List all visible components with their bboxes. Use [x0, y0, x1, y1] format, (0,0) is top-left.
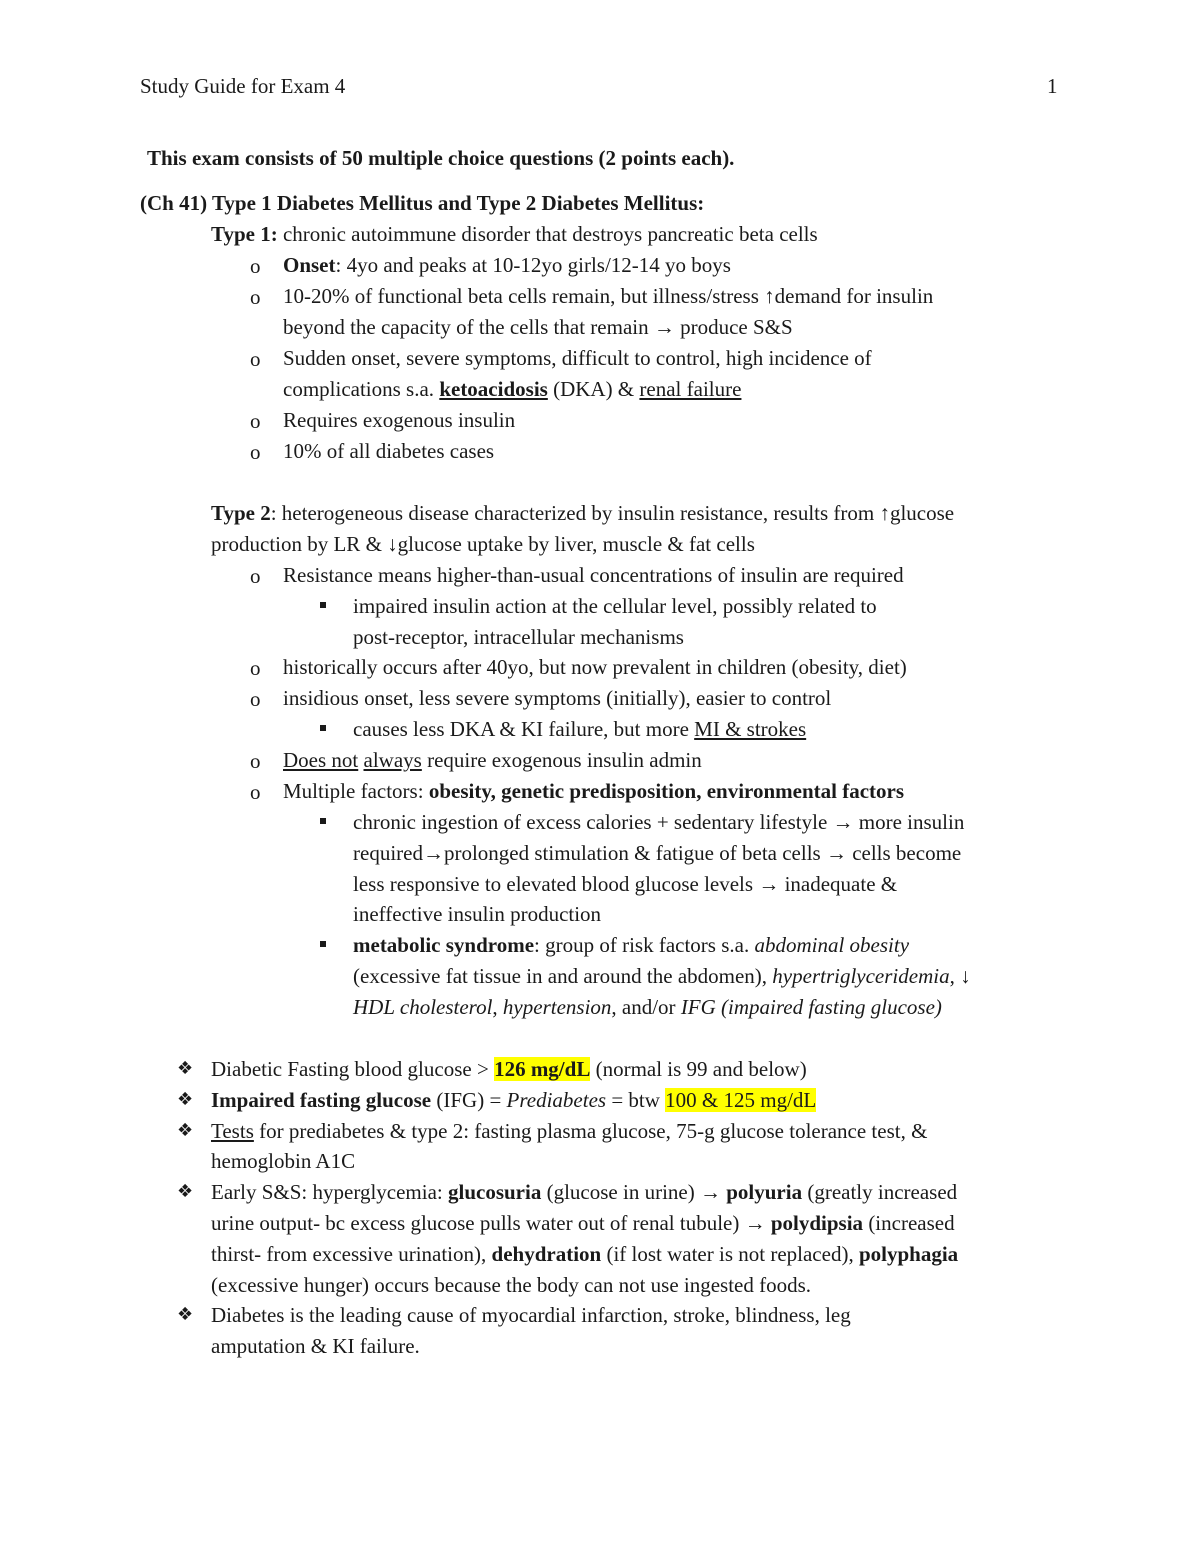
bullet-tests-line1 [211, 1118, 927, 1144]
circle-marker: o [250, 564, 261, 588]
hypertension-term: hypertension [502, 995, 612, 1019]
fbg-normal: (normal is 99 and below) [590, 1057, 807, 1081]
page-number: 1 [1047, 74, 1058, 98]
type1-exogenous: Requires exogenous insulin [283, 408, 516, 432]
diamond-bullet-icon: ❖ [177, 1304, 194, 1325]
ketoacidosis-term: ketoacidosis [439, 377, 548, 401]
complications-text: complications s.a. [283, 377, 440, 401]
glucosuria-term: glucosuria [448, 1180, 542, 1204]
diamond-bullet-icon: ❖ [177, 1089, 194, 1110]
abdominal-obesity-term: abdominal obesity [754, 933, 910, 957]
comma: , [492, 995, 503, 1019]
type1-definition [211, 221, 818, 247]
type1-onset [283, 252, 731, 278]
early-text: urine output- bc excess glucose pulls water out of renal tubule) → [211, 1211, 771, 1235]
type2-historically: historically occurs after 40yo, but now prevalent in children (obesity, diet) [283, 655, 907, 679]
metabolic-syndrome-term: metabolic syndrome [353, 933, 535, 957]
type1-label: Type 1: [211, 222, 278, 246]
type2-chronic-line4: ineffective insulin production [353, 902, 602, 926]
type2-definition-line1 [211, 500, 954, 526]
circle-marker: o [250, 440, 261, 464]
bullet-early-line2 [211, 1210, 955, 1236]
square-bullet [320, 818, 326, 824]
prediabetes-term: Prediabetes [506, 1088, 607, 1112]
bullet-early-line4: (excessive hunger) occurs because the body can not use ingested foods. [211, 1273, 812, 1297]
type2-does-not [283, 747, 702, 773]
running-head: Study Guide for Exam 4 [140, 74, 346, 98]
tests-term: Tests [211, 1119, 254, 1143]
does-not-term: Does not [283, 748, 359, 772]
fbg-text: Diabetic Fasting blood glucose > [211, 1057, 495, 1081]
ifg-text: (IFG) = [431, 1088, 507, 1112]
type2-metabolic-line2 [353, 963, 971, 989]
type1-sudden-line2 [283, 376, 741, 402]
type2-impaired-line1: impaired insulin action at the cellular level, possibly related to [353, 594, 877, 618]
polyphagia-term: polyphagia [858, 1242, 959, 1266]
type1-sudden-line1: Sudden onset, severe symptoms, difficult to control, high incidence of [283, 346, 872, 370]
type2-chronic-line3: less responsive to elevated blood glucose levels → inadequate & [353, 872, 898, 896]
dka-text: causes less DKA & KI failure, but more [353, 717, 695, 741]
type2-resistance: Resistance means higher-than-usual concentrations of insulin are required [283, 563, 904, 587]
type1-percentage: 10% of all diabetes cases [283, 439, 495, 463]
type2-factors [283, 778, 904, 804]
andor-text: , and/or [611, 995, 681, 1019]
type1-cells-line2: beyond the capacity of the cells that remain → produce S&S [283, 315, 793, 339]
square-bullet [320, 941, 326, 947]
hdl-term: HDL cholesterol [353, 995, 493, 1019]
diamond-bullet-icon: ❖ [177, 1058, 194, 1079]
section-heading: (Ch 41) Type 1 Diabetes Mellitus and Type 2 Diabetes Mellitus: [140, 191, 705, 215]
dka-text: (DKA) & [547, 377, 640, 401]
dehydration-term: dehydration [491, 1242, 602, 1266]
type2-metabolic-line3 [353, 994, 942, 1020]
type2-impaired-line2: post-receptor, intracellular mechanisms [353, 625, 684, 649]
type2-dka [353, 716, 806, 742]
circle-marker: o [250, 687, 261, 711]
bullet-ifg [211, 1087, 816, 1113]
factors-text: Multiple factors: [283, 779, 429, 803]
diamond-bullet-icon: ❖ [177, 1120, 194, 1141]
early-text: thirst- from excessive urination), [211, 1242, 492, 1266]
type2-def: : heterogeneous disease characterized by insulin resistance, results from ↑glucose [270, 501, 955, 525]
type2-insidious: insidious onset, less severe symptoms (initially), easier to control [283, 686, 832, 710]
type1-cells-line1: 10-20% of functional beta cells remain, but illness/stress ↑demand for insulin [283, 284, 934, 308]
metabolic-text: , ↓ [949, 964, 971, 988]
bullet-early-line3 [211, 1241, 958, 1267]
circle-marker: o [250, 254, 261, 278]
btw-text: = btw [606, 1088, 666, 1112]
metabolic-text: : group of risk factors s.a. [534, 933, 755, 957]
square-bullet [320, 725, 326, 731]
polydipsia-term: polydipsia [770, 1211, 864, 1235]
ifg-term: Impaired fasting glucose [211, 1088, 432, 1112]
exogenous-text: require exogenous insulin admin [421, 748, 702, 772]
type2-metabolic-line1 [353, 932, 909, 958]
circle-marker: o [250, 347, 261, 371]
fbg-threshold: 126 mg/dL [494, 1057, 591, 1081]
onset-label: Onset [283, 253, 336, 277]
factors-list: obesity, genetic predisposition, environmental factors [428, 779, 905, 803]
metabolic-text: (excessive fat tissue in and around the abdomen), [353, 964, 773, 988]
circle-marker: o [250, 656, 261, 680]
square-bullet [320, 602, 326, 608]
bullet-leading-line2: amputation & KI failure. [211, 1334, 420, 1358]
early-text: (glucose in urine) → [541, 1180, 727, 1204]
type2-definition-line2: production by LR & ↓glucose uptake by liver, muscle & fat cells [211, 532, 755, 556]
early-text: Early S&S: hyperglycemia: [211, 1180, 448, 1204]
type2-chronic-line2: required→prolonged stimulation & fatigue of beta cells → cells become [353, 841, 962, 865]
ifg-range: 100 & 125 mg/dL [665, 1088, 817, 1112]
circle-marker: o [250, 780, 261, 804]
renal-failure-term: renal failure [639, 377, 742, 401]
circle-marker: o [250, 409, 261, 433]
diamond-bullet-icon: ❖ [177, 1181, 194, 1202]
circle-marker: o [250, 285, 261, 309]
intro-text: This exam consists of 50 multiple choice questions (2 points each). [147, 146, 735, 170]
type2-chronic-line1: chronic ingestion of excess calories + sedentary lifestyle → more insulin [353, 810, 965, 834]
hypertriglyceridemia-term: hypertriglyceridemia [772, 964, 950, 988]
bullet-early-line1 [211, 1179, 957, 1205]
bullet-tests-line2: hemoglobin A1C [211, 1149, 356, 1173]
type2-label: Type 2 [211, 501, 271, 525]
always-term: always [363, 748, 422, 772]
ifg-term: IFG (impaired fasting glucose) [680, 995, 942, 1019]
early-text: (increased [863, 1211, 955, 1235]
type1-def: chronic autoimmune disorder that destroys pancreatic beta cells [277, 222, 818, 246]
early-text: (greatly increased [802, 1180, 958, 1204]
bullet-leading-line1: Diabetes is the leading cause of myocardial infarction, stroke, blindness, leg [211, 1303, 851, 1327]
early-text: (if lost water is not replaced), [601, 1242, 859, 1266]
mi-strokes-term: MI & strokes [694, 717, 807, 741]
tests-text: for prediabetes & type 2: fasting plasma glucose, 75-g glucose tolerance test, & [253, 1119, 928, 1143]
polyuria-term: polyuria [726, 1180, 803, 1204]
onset-text: : 4yo and peaks at 10-12yo girls/12-14 yo boys [335, 253, 731, 277]
bullet-fasting-glucose [211, 1056, 807, 1082]
circle-marker: o [250, 749, 261, 773]
